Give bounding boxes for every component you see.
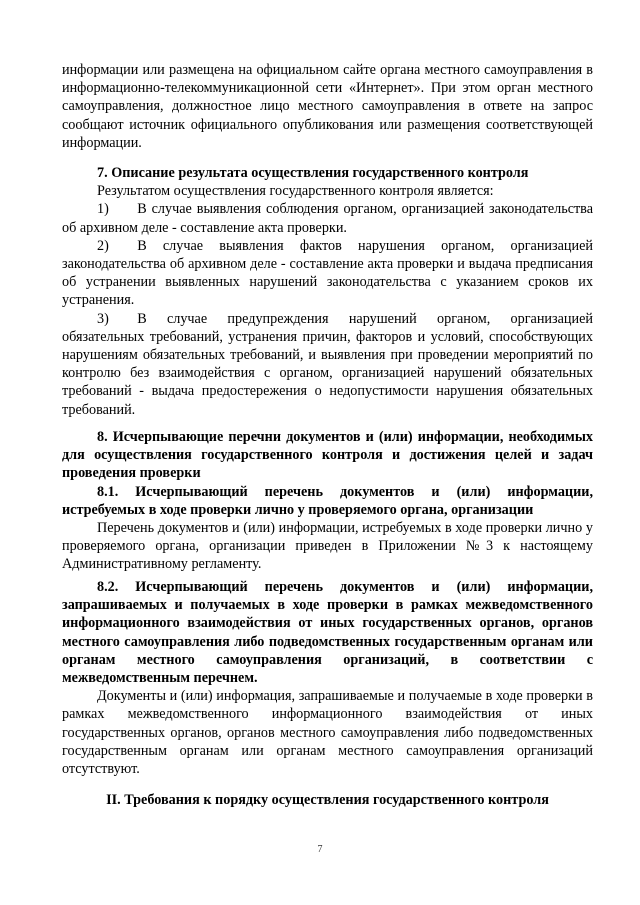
section-8-1-body: Перечень документов и (или) информации, истребуемых в ходе проверки лично у проверяемого органа, организации приведен в Приложении №3 к настоящему Административному регламенту.	[62, 520, 593, 573]
section-7-heading: 7. Описание результата осуществления государственного контроля	[97, 165, 529, 181]
section-8	[62, 428, 593, 574]
paragraph-info-publication: информации или размещена на официальном сайте органа местного самоуправления в информационно-телекоммуникационной сети «Интернет». При этом орган местного самоуправления, должностное лицо местного самоуправления в ответе на запрос сообщают источник официального опубликования или размещения соответствующей информации.	[62, 62, 593, 151]
section-8-heading: 8. Исчерпывающие перечни документов и (или) информации, необходимых для осуществления государственного контроля и достижения целей и задач проведения проверки	[62, 429, 593, 482]
section-8-1-heading: 8.1. Исчерпывающий перечень документов и (или) информации, истребуемых в ходе проверки лично у проверяемого органа, организации	[62, 483, 593, 518]
section-8-2	[62, 578, 593, 778]
section-7	[62, 164, 593, 419]
page-number: 7	[317, 844, 323, 855]
section-8-2-body: Документы и (или) информация, запрашиваемые и получаемые в ходе проверки в рамках межведомственного информационного взаимодействия от иных государственных органов, органов местного самоуправления либо подведомственных государственным органам или органам местного самоуправления организаций отсутствуют.	[62, 688, 593, 778]
section-ii	[62, 791, 593, 809]
section-ii-heading: II. Требования к порядку осуществления государственного контроля	[106, 792, 549, 808]
paragraph-block-1	[62, 61, 593, 152]
section-8-2-heading: 8.2. Исчерпывающий перечень документов и (или) информации, запрашиваемых и получаемых в ходе проверки в рамках межведомственного информационного взаимодействия от иных государственных органов, органов местного самоуправления либо подведомственных государственным органам или органам местного самоуправления организаций, в соответствии с межведомственным перечнем.	[62, 579, 593, 687]
section-7-item-2: 2) В случае выявления фактов нарушения органом, организацией законодательства об архивном деле - составление акта проверки и выдача предписания об устранении выявленных нарушений законодательства с указанием сроков их устранения.	[62, 237, 593, 309]
section-7-intro: Результатом осуществления государственного контроля является:	[97, 183, 494, 200]
section-7-item-1: 1) В случае выявления соблюдения органом, организацией законодательства об архивном деле - составление акта проверки.	[62, 201, 593, 236]
section-7-item-3: 3) В случае предупреждения нарушений органом, организацией обязательных требований, устранения причин, факторов и условий, способствующих нарушениям обязательных требований, и выявления при проведении мероприятий по контролю без взаимодействия с органом, организацией нарушений обязательных требований - выдача предостережения о недопустимости нарушения обязательных требований.	[62, 310, 593, 418]
